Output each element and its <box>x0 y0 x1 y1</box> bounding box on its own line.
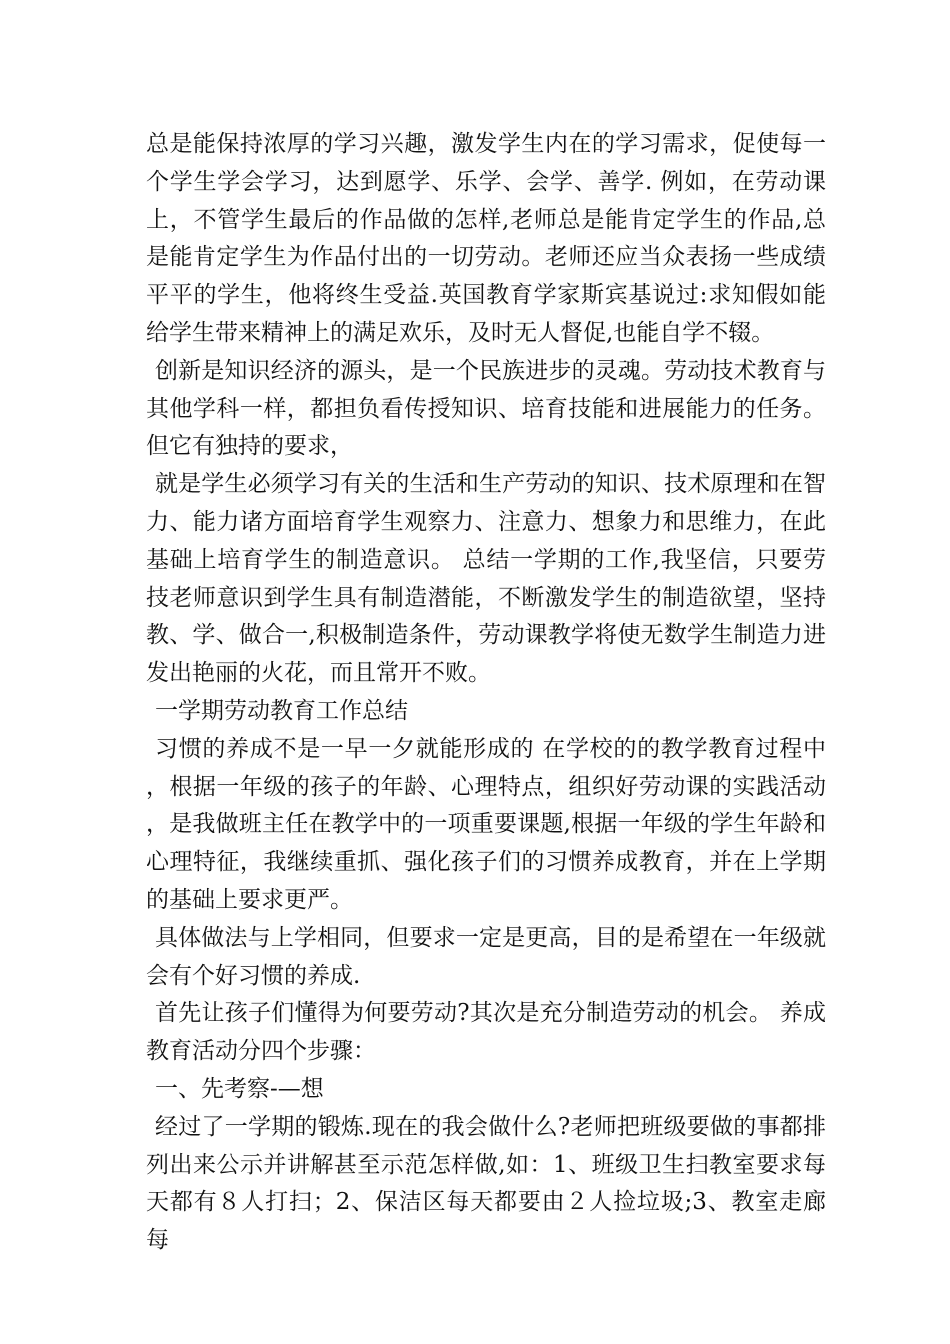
paragraph-habits: 习惯的养成不是一早一夕就能形成的 在学校的的教学教育过程中，根据一年级的孩子的年龄、心理特点，组织好劳动课的实践活动，是我做班主任在教学中的一项重要课题,根据一年级的学生年龄和心理特征，我继续重抓、强化孩子们的习惯养成教育，并在上学期的基础上要求更严。 <box>146 735 826 913</box>
step-heading-1: 一、先考察-—想 <box>155 1075 324 1102</box>
paragraph-method: 具体做法与上学相同，但要求一定是更高，目的是希望在一年级就会有个好习惯的养成. <box>146 924 826 989</box>
paragraph-creativity: 就是学生必须学习有关的生活和生产劳动的知识、技术原理和在智力、能力诸方面培育学生观察力、注意力、想象力和思维力，在此基础上培育学生的制造意识。 总结一学期的工作,我坚信，只要劳技老师意识到学生具有制造潜能，不断激发学生的制造欲望，坚持教、学、做合一,积极制造条件，劳动课教学将使无数学生制造力进发出艳丽的火花，而且常开不败。 <box>146 471 826 687</box>
document-body <box>146 126 826 1260</box>
paragraph-innovation: 创新是知识经济的源头，是一个民族进步的灵魂。劳动技术教育与其他学科一样，都担负看传授知识、培育技能和进展能力的任务。但它有独持的要求， <box>146 357 826 460</box>
paragraph-step-1: 经过了一学期的锻炼.现在的我会做什么?老师把班级要做的事都排列出来公示并讲解甚至示范怎样做,如：1、班级卫生扫教室要求每天都有８人打扫；2、保洁区每天都要由２人捡垃圾;3、教室走廊每 <box>146 1113 826 1254</box>
paragraph-steps-intro: 首先让孩子们懂得为何要劳动?其次是充分制造劳动的机会。 养成教育活动分四个步骤： <box>146 1000 826 1065</box>
section-title: 一学期劳动教育工作总结 <box>155 697 408 724</box>
paragraph-interest: 总是能保持浓厚的学习兴趣，激发学生内在的学习需求，促使每一个学生学会学习，达到愿学、乐学、会学、善学. 例如，在劳动课上，不管学生最后的作品做的怎样,老师总是能肯定学生的作品,总是能肯定学生为作品付出的一切劳动。老师还应当众表扬一些成绩平平的学生，他将终生受益.英国教育学家斯宾基说过:求知假如能给学生带来精神上的满足欢乐，及时无人督促,也能自学不辍。 <box>146 131 826 346</box>
